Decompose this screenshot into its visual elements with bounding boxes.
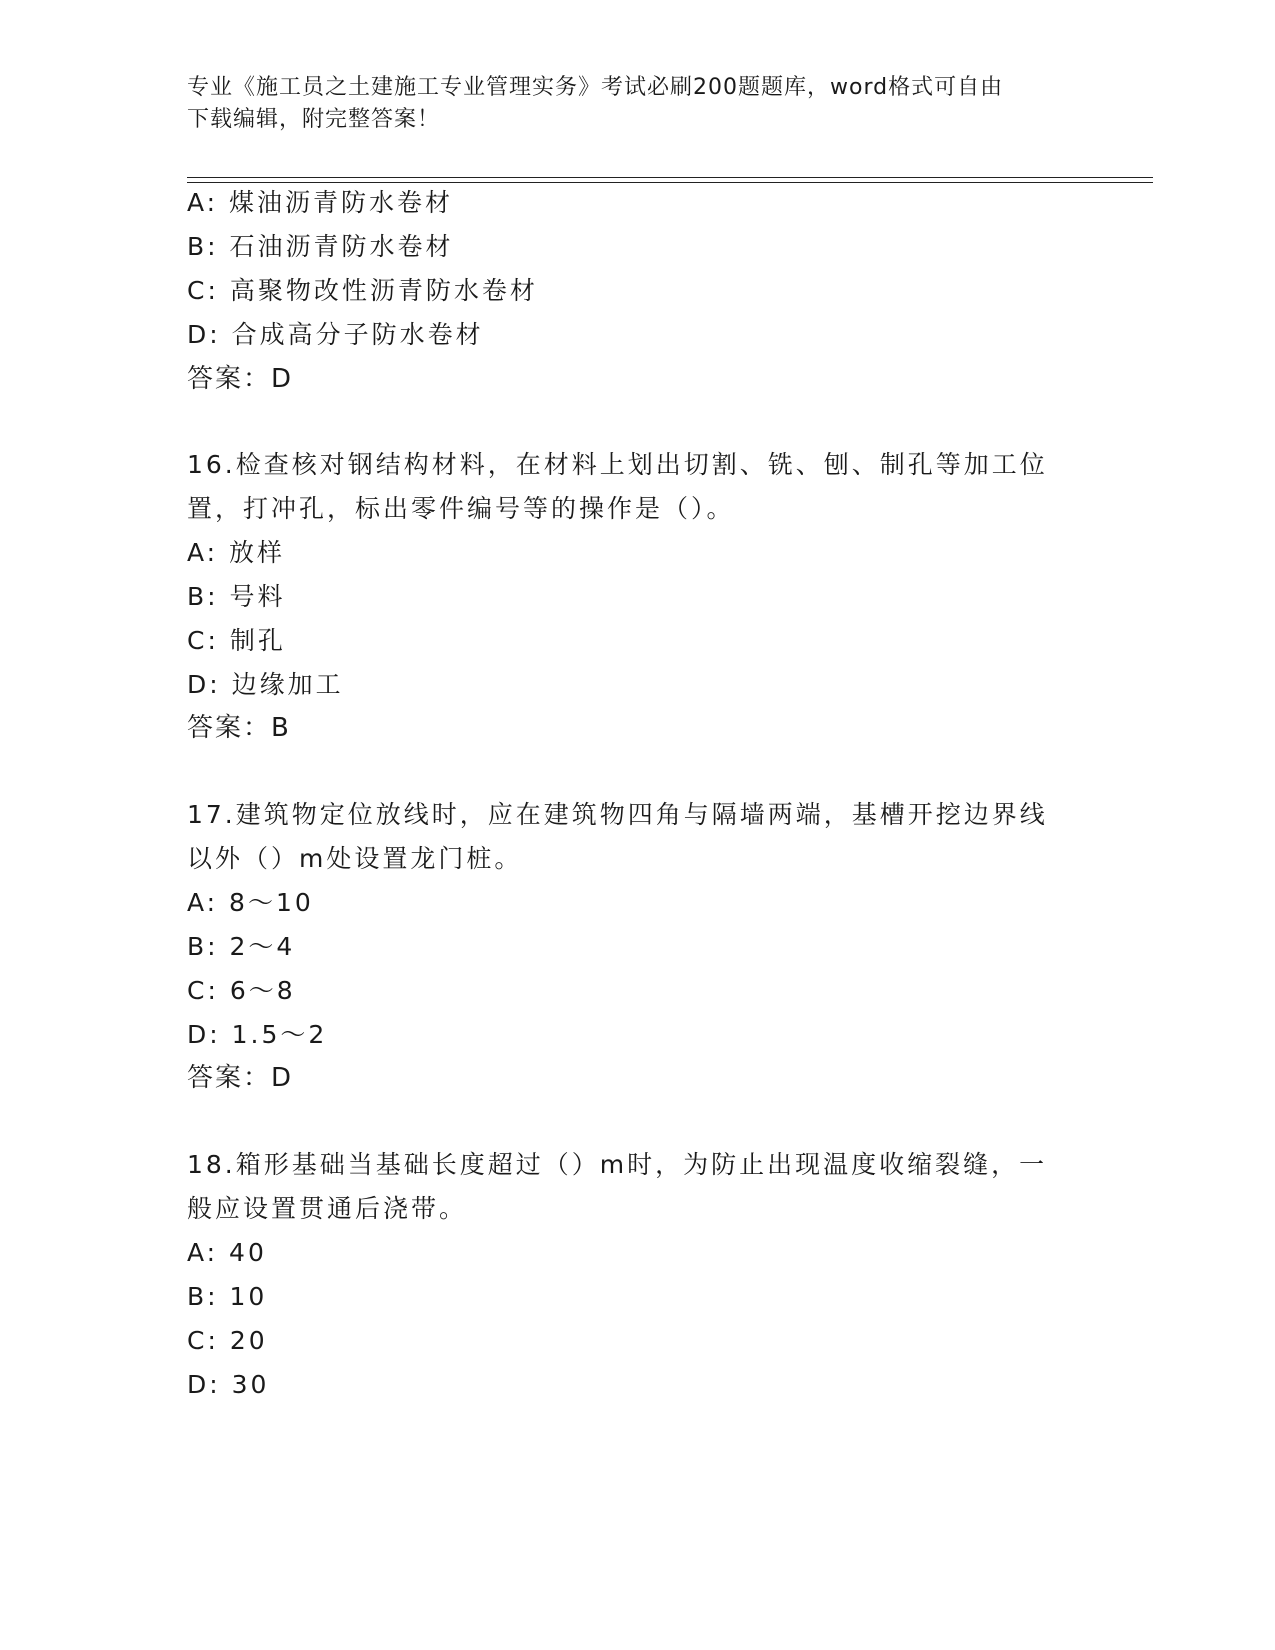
q16-option-d: D: 边缘加工	[187, 670, 344, 699]
q15-option-c: C: 高聚物改性沥青防水卷材	[187, 276, 538, 305]
q17-option-c: C: 6～8	[187, 976, 296, 1005]
q16-option-b: B: 号料	[187, 582, 286, 611]
q17-option-d: D: 1.5～2	[187, 1020, 328, 1049]
q16-answer: 答案：B	[187, 713, 291, 743]
q17-stem-line-1: 17.建筑物定位放线时，应在建筑物四角与隔墙两端，基槽开挖边界线	[187, 800, 1048, 829]
q17-stem-line-2: 以外（）m处设置龙门桩。	[187, 844, 523, 873]
q15-option-d: D: 合成高分子防水卷材	[187, 320, 484, 349]
header-rule-top	[187, 177, 1153, 178]
q18-option-a: A: 40	[187, 1238, 267, 1267]
q16-option-a: A: 放样	[187, 538, 286, 567]
header-line-1: 专业《施工员之土建施工专业管理实务》考试必刷200题题库，word格式可自由	[187, 75, 1004, 100]
q18-option-b: B: 10	[187, 1282, 268, 1311]
q16-stem-line-1: 16.检查核对钢结构材料，在材料上划出切割、铣、刨、制孔等加工位	[187, 450, 1048, 479]
q17-option-a: A: 8～10	[187, 888, 314, 917]
q18-option-d: D: 30	[187, 1370, 270, 1399]
header-rule-bottom	[187, 182, 1153, 183]
q15-answer: 答案：D	[187, 364, 294, 394]
q18-stem-line-1: 18.箱形基础当基础长度超过（）m时，为防止出现温度收缩裂缝，一	[187, 1150, 1048, 1179]
header-line-2: 下载编辑，附完整答案！	[187, 107, 441, 132]
q18-stem-line-2: 般应设置贯通后浇带。	[187, 1194, 468, 1223]
q18-option-c: C: 20	[187, 1326, 268, 1355]
document-header	[187, 72, 1067, 136]
q16-option-c: C: 制孔	[187, 626, 286, 655]
q15-option-b: B: 石油沥青防水卷材	[187, 232, 454, 261]
q17-answer: 答案：D	[187, 1063, 294, 1093]
q17-option-b: B: 2～4	[187, 932, 296, 961]
q15-option-a: A: 煤油沥青防水卷材	[187, 188, 454, 217]
q16-stem-line-2: 置，打冲孔，标出零件编号等的操作是（）。	[187, 494, 735, 523]
